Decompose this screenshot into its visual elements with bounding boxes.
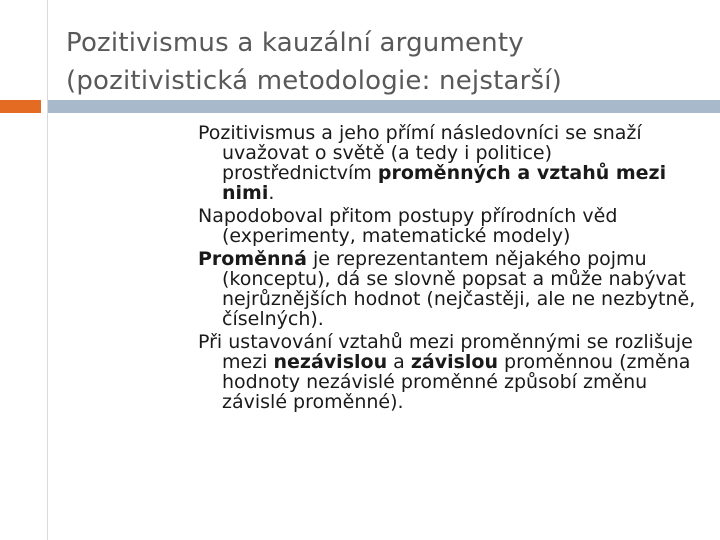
accent-bar [0, 100, 41, 113]
text-run: a [387, 351, 411, 373]
body-text [198, 123, 703, 415]
slide-title [66, 24, 706, 100]
text-run: . [268, 182, 275, 204]
slide-title-line-2: (pozitivistická metodologie: nejstarší) [66, 66, 562, 96]
slide-title-line-1: Pozitivismus a kauzální argumenty [66, 28, 524, 58]
text-run: proměnnou (změna hodnoty nezávislé proměnné způsobí změnu závislé proměnné). [222, 351, 691, 413]
left-divider-line [47, 0, 48, 540]
paragraph-2 [198, 206, 703, 246]
paragraph-4 [198, 332, 703, 412]
text-run: Pozitivismus a jeho přímí následovníci se snaží uvažovat o světě (a tedy i politice) prostřednictvím [198, 122, 642, 184]
title-underline-bar [48, 100, 720, 113]
bold-text-run: závislou [410, 351, 499, 373]
text-run: je reprezentantem nějakého pojmu (konceptu), dá se slovně popsat a může nabývat nejrůznějších hodnot (nejčastěji, ale ne nezbytně, číselných). [222, 248, 696, 330]
bold-text-run: Proměnná [198, 248, 307, 270]
paragraph-3 [198, 249, 703, 329]
bold-text-run: proměnných a vztahů mezi nimi [222, 162, 667, 204]
text-run: Napodoboval přitom postupy přírodních věd (experimenty, matematické modely) [198, 205, 618, 247]
paragraph-1 [198, 123, 703, 203]
bold-text-run: nezávislou [273, 351, 388, 373]
text-run: Při ustavování vztahů mezi proměnnými se rozlišuje mezi [198, 331, 693, 373]
